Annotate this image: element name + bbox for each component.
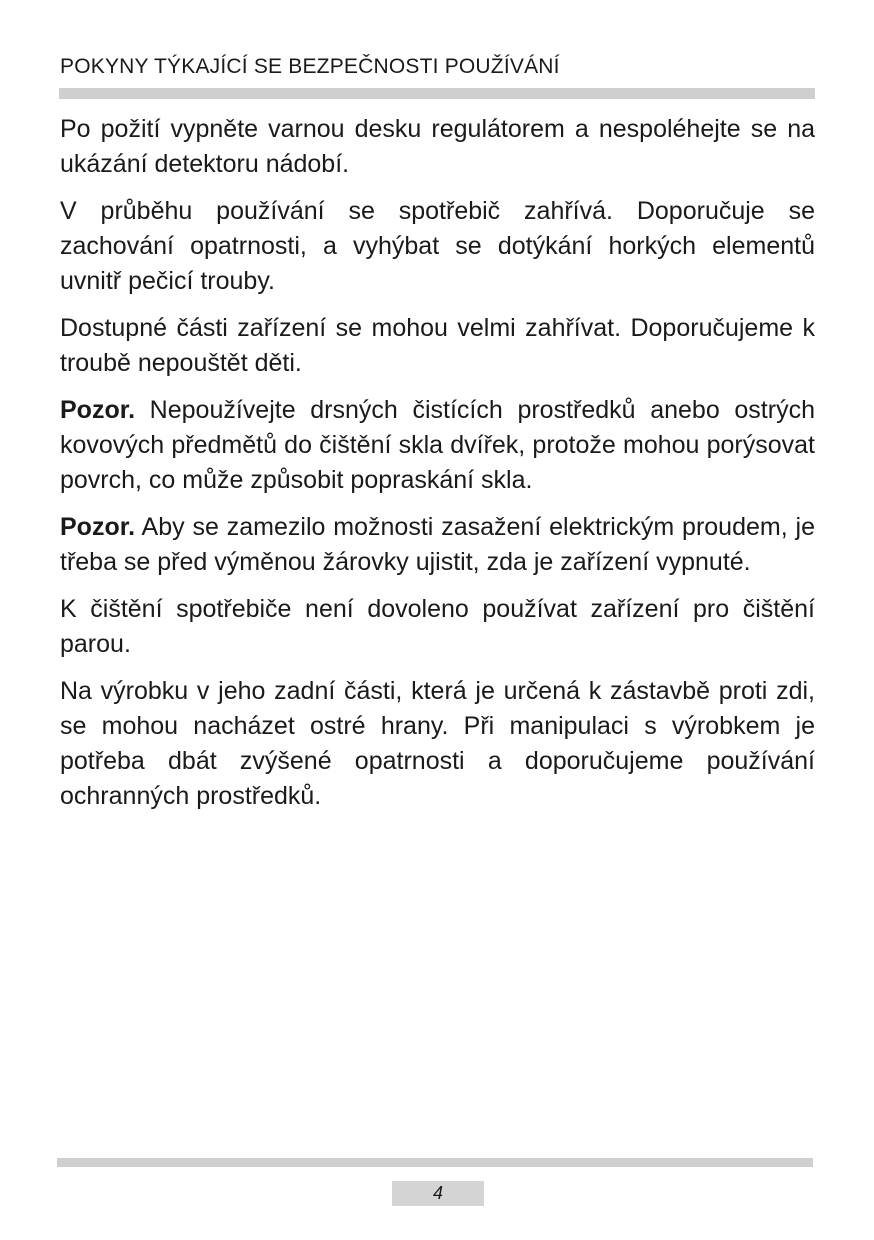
paragraph: [60, 194, 815, 299]
page-number: 4: [392, 1181, 484, 1206]
paragraph-bold-lead: Pozor.: [60, 513, 136, 541]
page-title: POKYNY TÝKAJÍCÍ SE BEZPEČNOSTI POUŽÍVÁNÍ: [60, 55, 560, 78]
paragraph: [60, 674, 815, 814]
paragraph-text: Dostupné části zařízení se mohou velmi zahřívat. Doporučujeme k troubě nepouštět děti.: [60, 314, 815, 377]
paragraph: [60, 112, 815, 182]
paragraph: [60, 592, 815, 662]
paragraph-text: V průběhu používání se spotřebič zahřívá. Doporučuje se zachování opatrnosti, a vyhýbat se dotýkání horkých elementů uvnitř pečicí trouby.: [60, 197, 815, 295]
paragraph: [60, 510, 815, 580]
paragraph-text: Nepoužívejte drsných čistících prostředků anebo ostrých kovových předmětů do čištění skla dvířek, protože mohou porýsovat povrch, co může způsobit popraskání skla.: [60, 396, 815, 494]
paragraph: [60, 311, 815, 381]
paragraph-text: Po požití vypněte varnou desku regulátorem a nespoléhejte se na ukázání detektoru nádobí.: [60, 115, 815, 178]
paragraph-text: Na výrobku v jeho zadní části, která je určená k zástavbě proti zdi, se mohou nacházet ostré hrany. Při manipulaci s výrobkem je potřeba dbát zvýšené opatrnosti a doporučujeme používání ochranných prostředků.: [60, 677, 815, 810]
paragraph-bold-lead: Pozor.: [60, 396, 136, 424]
paragraph: [60, 393, 815, 498]
content-body: [60, 112, 815, 826]
header-divider: [59, 88, 815, 99]
footer-divider: [57, 1158, 813, 1167]
paragraph-text: K čištění spotřebiče není dovoleno používat zařízení pro čištění parou.: [60, 595, 815, 658]
paragraph-text: Aby se zamezilo možnosti zasažení elektrickým proudem, je třeba se před výměnou žárovky ujistit, zda je zařízení vypnuté.: [60, 513, 815, 576]
